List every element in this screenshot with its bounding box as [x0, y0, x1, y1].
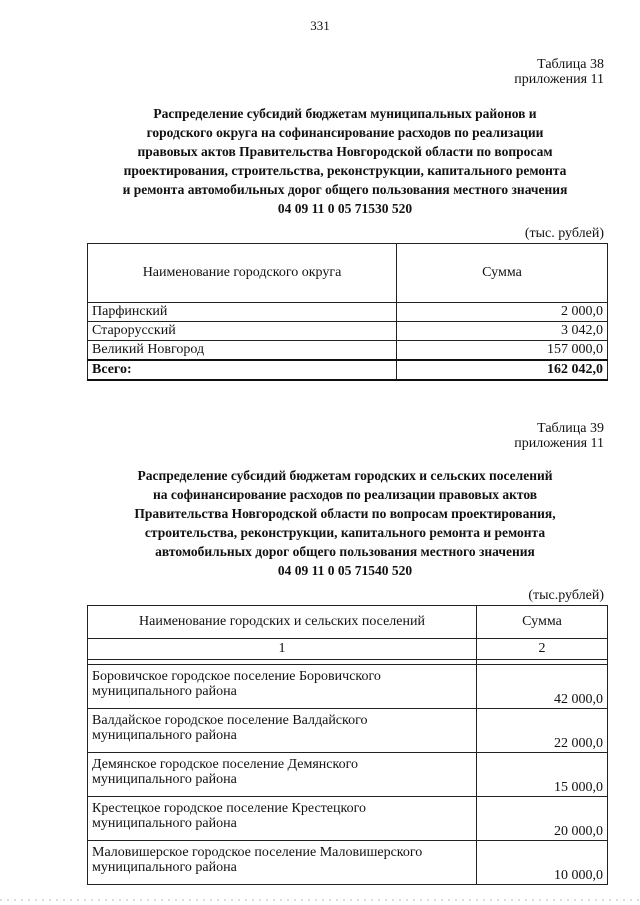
column-header-sum: Сумма	[477, 606, 608, 639]
row-name	[88, 709, 477, 753]
table-row	[88, 341, 608, 361]
page-number: 331	[310, 18, 330, 33]
table38-heading	[60, 104, 630, 218]
heading-line: на софинансирование расходов по реализации правовых актов	[152, 487, 538, 502]
column-header-name: Наименование городских и сельских поселений	[88, 606, 477, 639]
table38-ref-line1: Таблица 38	[537, 57, 604, 72]
column-number: 1	[88, 639, 477, 660]
row-sum: 22 000,0	[477, 709, 608, 753]
table38-ref-line2: приложения 11	[514, 72, 604, 87]
table38-reference	[514, 57, 604, 87]
total-sum: 162 042,0	[397, 360, 608, 380]
row-sum: 10 000,0	[477, 841, 608, 885]
heading-line: Распределение субсидий бюджетам городских и сельских поселений	[137, 468, 553, 483]
table38-units: (тыс. рублей)	[524, 226, 604, 241]
heading-line: городского округа на софинансирование расходов по реализации	[146, 125, 544, 140]
budget-code: 04 09 11 0 05 71530 520	[277, 201, 413, 216]
row-name: Старорусский	[88, 322, 397, 341]
table-row	[88, 322, 608, 341]
table-row	[88, 753, 608, 797]
table38	[87, 243, 608, 381]
heading-line: и ремонта автомобильных дорог общего пользования местного значения	[122, 182, 568, 197]
table-header-row	[88, 606, 608, 639]
row-sum: 2 000,0	[397, 303, 608, 322]
table-row	[88, 797, 608, 841]
column-header-sum: Сумма	[397, 244, 608, 303]
row-sum: 20 000,0	[477, 797, 608, 841]
row-name-line1: Маловишерское городское поселение Маловишерского	[92, 845, 423, 860]
budget-code: 04 09 11 0 05 71540 520	[277, 563, 413, 578]
heading-line: правовых актов Правительства Новгородской области по вопросам	[137, 144, 553, 159]
column-header-name: Наименование городского округа	[88, 244, 397, 303]
row-sum: 42 000,0	[477, 665, 608, 709]
table-row	[88, 665, 608, 709]
table-row	[88, 303, 608, 322]
row-name-line1: Демянское городское поселение Демянского	[92, 757, 358, 772]
table-row	[88, 841, 608, 885]
table39-ref-line1: Таблица 39	[537, 421, 604, 436]
column-number-row	[88, 639, 608, 660]
heading-line: Правительства Новгородской области по вопросам проектирования,	[134, 506, 556, 521]
total-label: Всего:	[88, 360, 397, 380]
row-name-line1: Валдайское городское поселение Валдайского	[92, 713, 368, 728]
row-name-line1: Крестецкое городское поселение Крестецкого	[92, 801, 366, 816]
row-name-line2: муниципального района	[92, 816, 237, 831]
table-row	[88, 709, 608, 753]
heading-line: проектирования, строительства, реконструкции, капитального ремонта	[123, 163, 567, 178]
row-name	[88, 753, 477, 797]
heading-line: строительства, реконструкции, капитального ремонта и ремонта	[144, 525, 546, 540]
row-name: Парфинский	[88, 303, 397, 322]
table39	[87, 605, 608, 885]
scan-artifact-line	[0, 899, 640, 901]
row-name	[88, 841, 477, 885]
table39-heading	[60, 466, 630, 580]
row-name-line2: муниципального района	[92, 772, 237, 787]
table39-units: (тыс.рублей)	[528, 588, 604, 603]
row-name: Великий Новгород	[88, 341, 397, 361]
row-name	[88, 665, 477, 709]
row-name-line1: Боровичское городское поселение Боровичского	[92, 669, 381, 684]
row-sum: 15 000,0	[477, 753, 608, 797]
table-header-row	[88, 244, 608, 303]
row-sum: 3 042,0	[397, 322, 608, 341]
row-name-line2: муниципального района	[92, 684, 237, 699]
heading-line: автомобильных дорог общего пользования местного значения	[155, 544, 535, 559]
row-name-line2: муниципального района	[92, 728, 237, 743]
column-number: 2	[477, 639, 608, 660]
heading-line: Распределение субсидий бюджетам муниципальных районов и	[153, 106, 537, 121]
row-name-line2: муниципального района	[92, 860, 237, 875]
row-name	[88, 797, 477, 841]
table39-ref-line2: приложения 11	[514, 436, 604, 451]
row-sum: 157 000,0	[397, 341, 608, 361]
table39-reference	[514, 421, 604, 451]
table-total-row	[88, 360, 608, 380]
